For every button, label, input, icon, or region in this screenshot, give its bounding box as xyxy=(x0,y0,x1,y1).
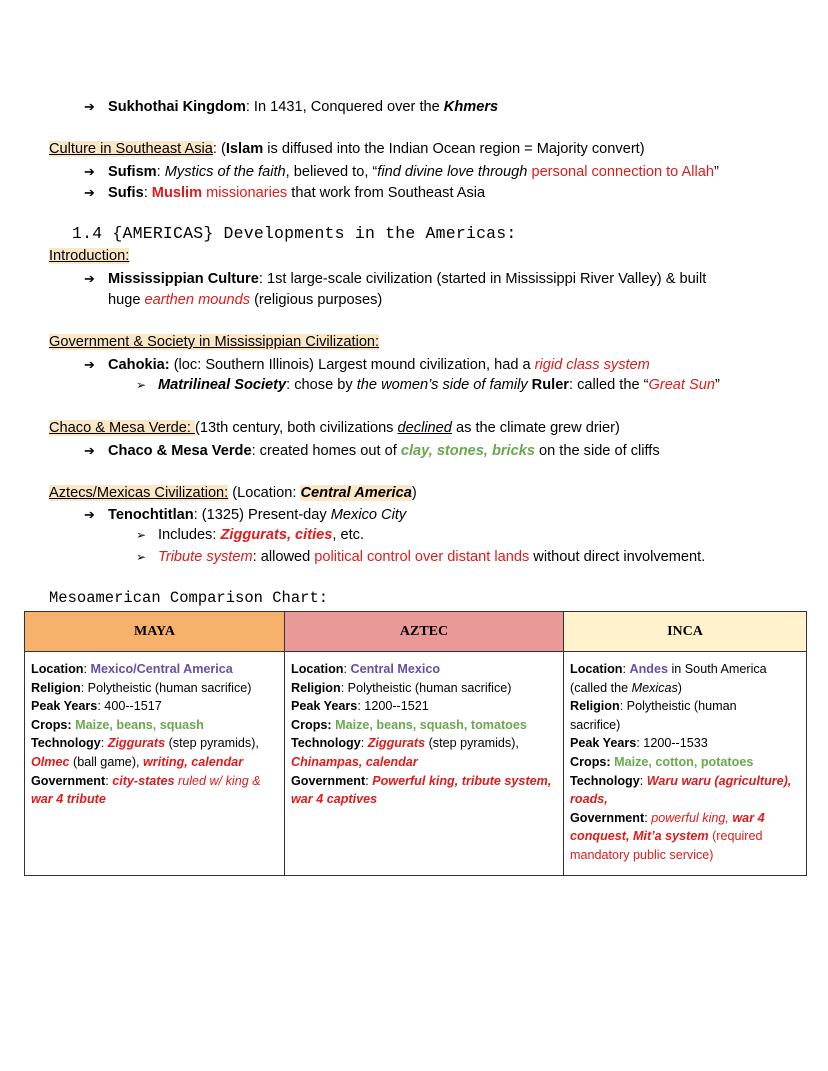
chart-caption: Mesoamerican Comparison Chart: xyxy=(49,589,329,607)
arrow-right-icon: ➔ xyxy=(84,357,95,372)
header-aztec: AZTEC xyxy=(285,612,564,652)
sufism-line: ➔ Sufism: Mystics of the faith, believed to, “find divine love through personal connection to Allah” xyxy=(84,161,719,183)
sufis-line: ➔ Sufis: Muslim missionaries that work from Southeast Asia xyxy=(84,182,485,204)
arrow-right-icon: ➔ xyxy=(84,271,95,286)
mississippian-line: ➔ Mississippian Culture: 1st large-scale civilization (started in Mississippi River Valley) & built xyxy=(84,268,706,290)
comparison-table xyxy=(24,611,807,876)
culture-line: Culture in Southeast Asia: (Islam is diffused into the Indian Ocean region = Majority convert) xyxy=(49,141,645,157)
matrilineal-line: ➢ Matrilineal Society: chose by the women’s side of family Ruler: called the “Great Sun” xyxy=(136,375,720,396)
sukhothai-line: ➔ Sukhothai Kingdom: In 1431, Conquered over the Khmers xyxy=(84,96,498,118)
triangle-bullet-icon: ➢ xyxy=(136,550,147,564)
intro-heading: Introduction: xyxy=(49,248,130,264)
section-heading: 1.4 {AMERICAS} Developments in the Americas: xyxy=(72,224,517,243)
triangle-bullet-icon: ➢ xyxy=(136,378,147,392)
includes-line: ➢ Includes: Ziggurats, cities, etc. xyxy=(136,525,364,546)
triangle-bullet-icon: ➢ xyxy=(136,528,147,542)
chaco-line: ➔ Chaco & Mesa Verde: created homes out of clay, stones, bricks on the side of cliffs xyxy=(84,440,660,462)
table-header-row xyxy=(25,612,807,652)
arrow-right-icon: ➔ xyxy=(84,185,95,200)
header-inca: INCA xyxy=(564,612,807,652)
cell-maya: Location: Mexico/Central America Religion: Polytheistic (human sacrifice) Peak Years: 400--1517 Crops: Maize, beans, squash Technology: Ziggurats (step pyramids), Olmec (ball game), writing, calendar Government: city-states ruled w/ king & war 4 tribute xyxy=(25,652,285,876)
arrow-right-icon: ➔ xyxy=(84,507,95,522)
tenochtitlan-line: ➔ Tenochtitlan: (1325) Present-day Mexico City xyxy=(84,504,406,526)
tribute-line: ➢ Tribute system: allowed political control over distant lands without direct involvement. xyxy=(136,547,705,568)
chaco-heading-line: Chaco & Mesa Verde: (13th century, both civilizations declined as the climate grew drier) xyxy=(49,420,620,436)
cahokia-line: ➔ Cahokia: (loc: Southern Illinois) Largest mound civilization, had a rigid class system xyxy=(84,354,650,376)
gov-heading: Government & Society in Mississippian Civilization: xyxy=(49,334,380,350)
arrow-right-icon: ➔ xyxy=(84,443,95,458)
arrow-right-icon: ➔ xyxy=(84,164,95,179)
header-maya: MAYA xyxy=(25,612,285,652)
cell-aztec: Location: Central Mexico Religion: Polytheistic (human sacrifice) Peak Years: 1200--1521 Crops: Maize, beans, squash, tomatoes Technology: Ziggurats (step pyramids), Chinampas, calendar Government: Powerful king, tribute system, war 4 captives xyxy=(285,652,564,876)
arrow-right-icon: ➔ xyxy=(84,99,95,114)
mississippian-line-2: huge earthen mounds (religious purposes) xyxy=(108,292,383,308)
aztecs-heading-line: Aztecs/Mexicas Civilization: (Location: Central America) xyxy=(49,485,417,501)
cell-inca: Location: Andes in South America (called the Mexicas) Religion: Polytheistic (human sacrifice) Peak Years: 1200--1533 Crops: Maize, cotton, potatoes Technology: Waru waru (agriculture), roads, Government: powerful king, war 4 conquest, Mit’a system (required mandatory public service) xyxy=(564,652,807,876)
table-row xyxy=(25,652,807,876)
